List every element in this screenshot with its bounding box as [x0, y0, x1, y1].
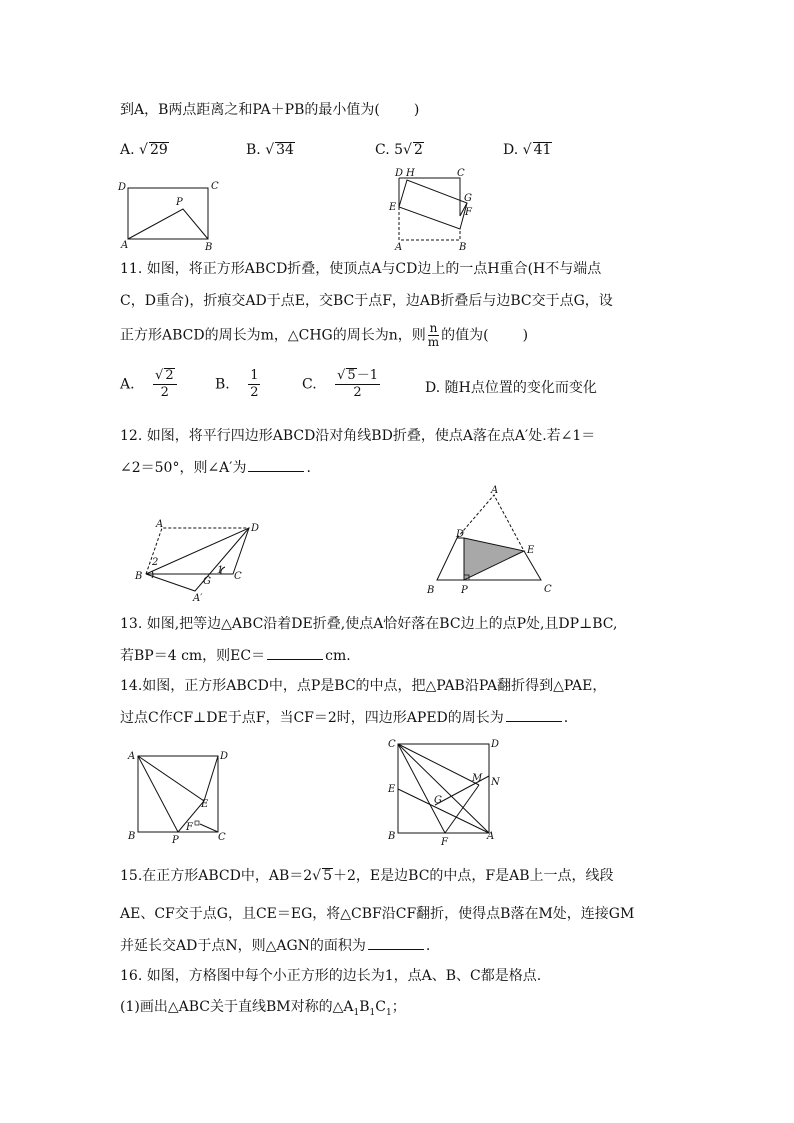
label-b: B	[427, 585, 435, 596]
q10-option-c-coef: 5	[394, 142, 404, 158]
q16-sub-3: 1	[385, 1007, 392, 1018]
q16-line-2-text: (1)画出△ABC关于直线BM对称的△A	[120, 999, 354, 1015]
label-c: C	[218, 832, 226, 843]
folded-quad	[399, 180, 467, 229]
q11-option-c-num: √ 5－1	[337, 368, 378, 383]
q10-option-d: D. √ 41	[503, 142, 552, 158]
q11-line-1: 11. 如图，将正方形ABCD折叠，使顶点A与CD边上的一点H重合(H不与端点	[120, 261, 602, 277]
segment-c-a	[398, 744, 489, 833]
edge-folded-dashed	[399, 207, 460, 240]
label-e: E	[389, 202, 397, 213]
figure-fold-rectangle	[385, 168, 485, 253]
q10-option-b-value: 34	[276, 142, 294, 158]
label-a: A	[121, 240, 129, 251]
q11-option-a-num: √ 2	[153, 368, 177, 385]
q15-line-1: 15.在正方形ABCD中，AB＝2√ 5＋2，E是边BC的中点，F是AB上一点，线段	[120, 868, 614, 884]
q10-stem-close: )	[413, 102, 420, 118]
label-a: A	[156, 519, 164, 530]
q14-line-2	[120, 707, 568, 728]
label-h: H	[406, 168, 415, 179]
shaded-triangle-dpe	[464, 538, 524, 580]
q12-answer-blank	[248, 457, 304, 472]
q11-option-c-letter: C.	[302, 376, 317, 393]
segment-e-a	[398, 789, 489, 833]
rect-abcd	[128, 188, 208, 239]
q13-answer-blank	[267, 645, 323, 660]
q15-line-3-text: 并延长交AD于点N，则△AGN的面积为	[120, 938, 366, 954]
q10-option-b: B. √ 34	[246, 142, 294, 158]
segment-cf	[200, 824, 218, 832]
figure-square-apab	[120, 745, 235, 845]
q10-option-c-value: 2	[413, 142, 423, 158]
q15-line-2: AE、CF交于点G，且CE＝EG，将△CBF沿CF翻折，使得点B落在M处，连接GM	[120, 906, 635, 922]
q13-line-2-tail: cm.	[325, 648, 351, 664]
q11-option-c-num-tail: －1	[356, 368, 378, 383]
q15-answer-blank	[368, 935, 424, 950]
label-angle-2: 2	[152, 557, 159, 568]
label-n: N	[491, 777, 500, 788]
label-c: C	[457, 168, 465, 179]
q10-option-a-letter: A.	[120, 142, 135, 158]
label-b: B	[128, 831, 136, 842]
segment-de	[204, 756, 218, 801]
label-p: P	[176, 197, 183, 208]
label-a: A	[487, 831, 495, 842]
q10-option-b-letter: B.	[246, 142, 261, 158]
label-p: P	[461, 585, 468, 596]
q10-option-c-letter: C.	[375, 142, 390, 158]
q16-line-1: 16. 如图，方格图中每个小正方形的边长为1，点A、B、C都是格点.	[120, 968, 542, 984]
label-angle-1: 1	[217, 565, 224, 576]
label-a: A	[491, 485, 499, 496]
label-b: B	[205, 242, 213, 253]
q11-option-a	[120, 368, 180, 401]
q11-option-c-frac	[335, 368, 380, 401]
label-c: C	[544, 584, 552, 595]
q10-option-a-value: 29	[149, 142, 168, 158]
q12-line-2	[120, 457, 311, 478]
segment-c-m	[398, 744, 479, 785]
q11-option-a-frac	[153, 368, 177, 401]
q10-option-d-letter: D.	[503, 142, 519, 158]
label-d: D	[491, 739, 500, 750]
q13-line-2	[120, 645, 351, 666]
label-a-prime: A′	[193, 593, 203, 604]
figure-parallelogram-fold	[130, 515, 270, 604]
q15-line-1-tail: ＋2，E是边BC的中点，F是AB上一点，线段	[333, 868, 614, 884]
label-e: E	[201, 799, 209, 810]
q16-mid-2: C	[375, 999, 386, 1015]
segments-ae-ep	[138, 756, 204, 832]
label-e: E	[527, 545, 535, 556]
segment-c-f	[398, 744, 445, 833]
label-f: F	[186, 822, 193, 833]
q10-option-a: A. √ 29	[120, 142, 168, 158]
q16-sub-1: 1	[353, 1007, 360, 1018]
q15-line-1-text: 15.在正方形ABCD中，AB＝2	[120, 868, 313, 884]
triangle-bdc	[146, 528, 249, 574]
q11-option-a-den: 2	[160, 385, 169, 400]
q11-option-c	[302, 368, 383, 401]
q11-line-3-text: 正方形ABCD的周长为m，△CHG的周长为n，则	[120, 327, 426, 344]
q11-option-d: D. 随H点位置的变化而变化	[425, 380, 597, 396]
q11-fraction-n-m	[426, 322, 441, 349]
label-d: D	[220, 751, 229, 762]
label-g: G	[203, 576, 211, 587]
label-e: E	[388, 784, 396, 795]
q10-stem	[120, 100, 419, 120]
q10-option-d-value: 41	[533, 142, 552, 158]
q13-line-2-text: 若BP＝4 cm，则EC＝	[120, 648, 266, 664]
figure-rectangle-p	[115, 178, 225, 253]
figure-square-cbf-fold	[383, 735, 508, 850]
q12-line-2-text: ∠2＝50°，则∠A′为	[120, 460, 247, 476]
label-d: D	[395, 168, 404, 179]
q11-line-2: C，D重合)，折痕交AD于点E，交BC于点F，边AB折叠后与边BC交于点G，设	[120, 293, 613, 309]
q11-line-3-tail: 的值为(	[441, 327, 489, 344]
label-d: D	[251, 523, 260, 534]
q11-option-b	[215, 368, 263, 401]
label-g: G	[434, 795, 442, 806]
right-angle-mark	[195, 821, 199, 825]
q11-option-c-rad: 5	[347, 368, 356, 383]
q15-line-3-tail: .	[425, 938, 431, 954]
label-c: C	[234, 571, 242, 582]
q10-stem-text: 到A，B两点距离之和PA＋PB的最小值为(	[120, 102, 380, 118]
label-a: A	[128, 751, 136, 762]
q15-line-1-rad: 5	[323, 868, 333, 884]
q11-line-3	[120, 322, 528, 349]
q16-line-2	[120, 997, 406, 1023]
q11-option-b-num: 1	[250, 368, 259, 383]
q13-line-1: 13. 如图,把等边△ABC沿着DE折叠,使点A恰好落在BC边上的点P处,且DP⊥BC,	[120, 616, 618, 632]
q11-option-c-den: 2	[353, 385, 362, 400]
q16-mid-1: B	[359, 999, 370, 1015]
q12-line-2-tail: .	[306, 460, 311, 476]
q15-line-3	[120, 935, 430, 956]
q14-line-2-tail: .	[563, 710, 569, 726]
q11-line-3-close: )	[522, 327, 529, 344]
q14-line-2-text: 过点C作CF⊥DE于点F，当CF＝2时，四边形APED的周长为	[120, 710, 504, 726]
label-f: F	[465, 207, 472, 218]
q11-option-a-rad: 2	[165, 368, 174, 383]
segments-pa-pb	[128, 209, 208, 239]
q11-option-a-letter: A.	[120, 376, 135, 393]
q16-sub-2: 1	[369, 1007, 376, 1018]
q11-option-b-den: 2	[250, 385, 259, 400]
q10-option-c: C. 5√ 2	[375, 142, 423, 158]
label-m: M	[472, 773, 483, 784]
label-b: B	[459, 242, 467, 253]
q11-option-b-letter: B.	[215, 376, 230, 393]
label-d: D	[456, 529, 465, 540]
label-f: F	[441, 837, 448, 848]
label-b: B	[388, 831, 396, 842]
label-c: C	[388, 739, 396, 750]
q14-answer-blank	[506, 707, 562, 722]
label-g: G	[464, 193, 472, 204]
q12-line-1: 12. 如图，将平行四边形ABCD沿对角线BD折叠，使点A落在点A′处.若∠1＝	[120, 428, 596, 444]
figure-equilateral-fold	[420, 483, 560, 598]
label-b: B	[135, 571, 143, 582]
label-c: C	[211, 181, 219, 192]
q16-line-2-tail: ；	[391, 999, 406, 1015]
q11-option-b-frac	[248, 368, 260, 401]
label-a: A	[395, 242, 403, 253]
label-p: P	[172, 835, 179, 846]
label-d: D	[118, 182, 127, 193]
q11-frac-num: n	[429, 321, 438, 335]
q11-frac-den: m	[427, 335, 440, 349]
q14-line-1: 14.如图，正方形ABCD中，点P是BC的中点，把△PAB沿PA翻折得到△PAE，	[120, 678, 607, 694]
segment-ap	[138, 756, 178, 832]
